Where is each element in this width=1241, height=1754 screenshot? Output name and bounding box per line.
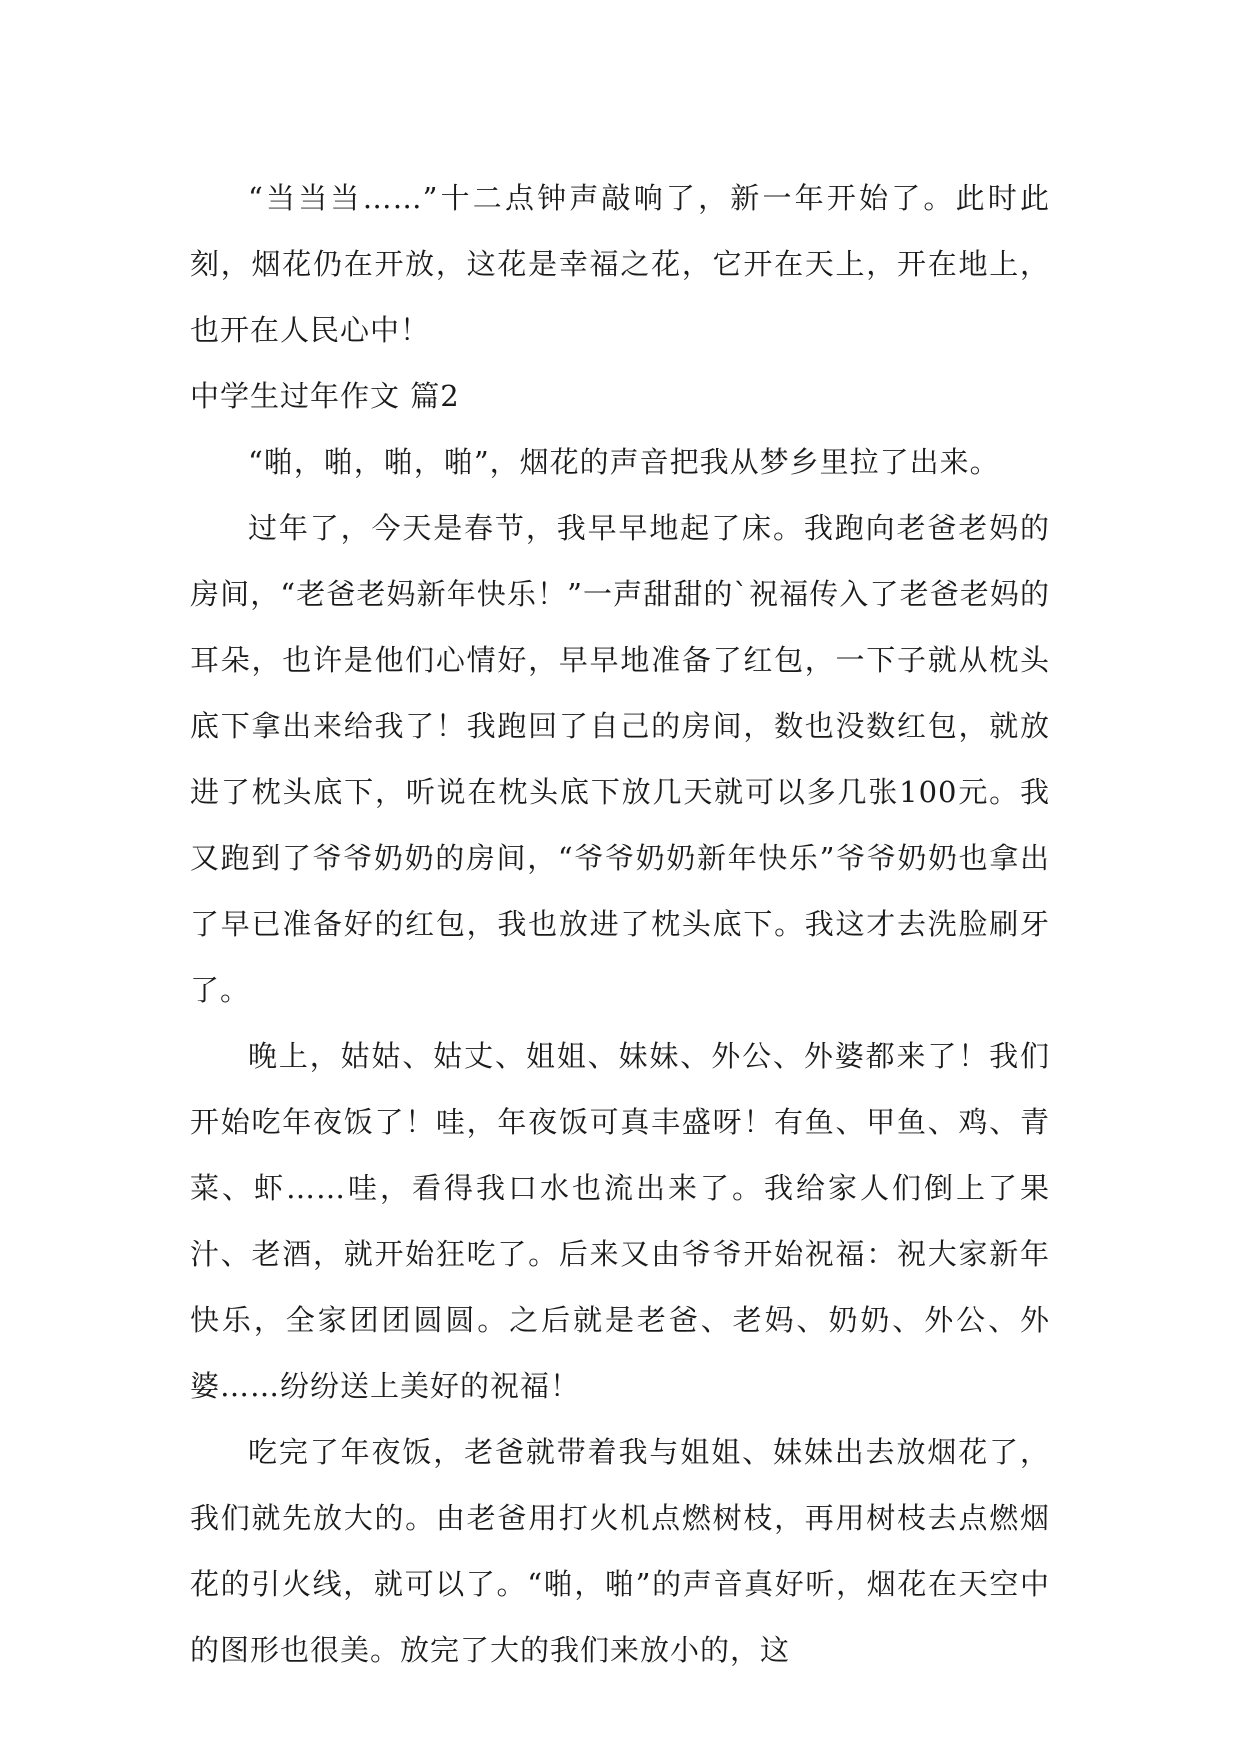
paragraph-4: 吃完了年夜饭，老爸就带着我与姐姐、妹妹出去放烟花了，我们就先放大的。由老爸用打火机点燃树枝，再用树枝去点燃烟花的引火线，就可以了。“啪，啪”的声音真好听，烟花在天空中的图形也很美。放完了大的我们来放小的，这 bbox=[190, 1435, 1050, 1667]
paragraph-2: 过年了，今天是春节，我早早地起了床。我跑向老爸老妈的房间，“老爸老妈新年快乐！”一声甜甜的`祝福传入了老爸老妈的耳朵，也许是他们心情好，早早地准备了红包，一下子就从枕头底下拿出来给我了！我跑回了自己的房间，数也没数红包，就放进了枕头底下，听说在枕头底下放几天就可以多几张100元。我又跑到了爷爷奶奶的房间，“爷爷奶奶新年快乐”爷爷奶奶也拿出了早已准备好的红包，我也放进了枕头底下。我这才去洗脸刷牙了。 bbox=[190, 511, 1050, 1007]
paragraph-3: 晚上，姑姑、姑丈、姐姐、妹妹、外公、外婆都来了！我们开始吃年夜饭了！哇，年夜饭可真丰盛呀！有鱼、甲鱼、鸡、青菜、虾……哇，看得我口水也流出来了。我给家人们倒上了果汁、老酒，就开始狂吃了。后来又由爷爷开始祝福：祝大家新年快乐，全家团团圆圆。之后就是老爸、老妈、奶奶、外公、外婆……纷纷送上美好的祝福！ bbox=[190, 1039, 1050, 1403]
paragraph-ending: “当当当……”十二点钟声敲响了，新一年开始了。此时此刻，烟花仍在开放，这花是幸福之花，它开在天上，开在地上，也开在人民心中！ bbox=[190, 181, 1050, 347]
document-body bbox=[190, 165, 1050, 1683]
paragraph-1: “啪，啪，啪，啪”，烟花的声音把我从梦乡里拉了出来。 bbox=[248, 445, 1000, 479]
section-heading: 中学生过年作文 篇2 bbox=[190, 379, 460, 413]
